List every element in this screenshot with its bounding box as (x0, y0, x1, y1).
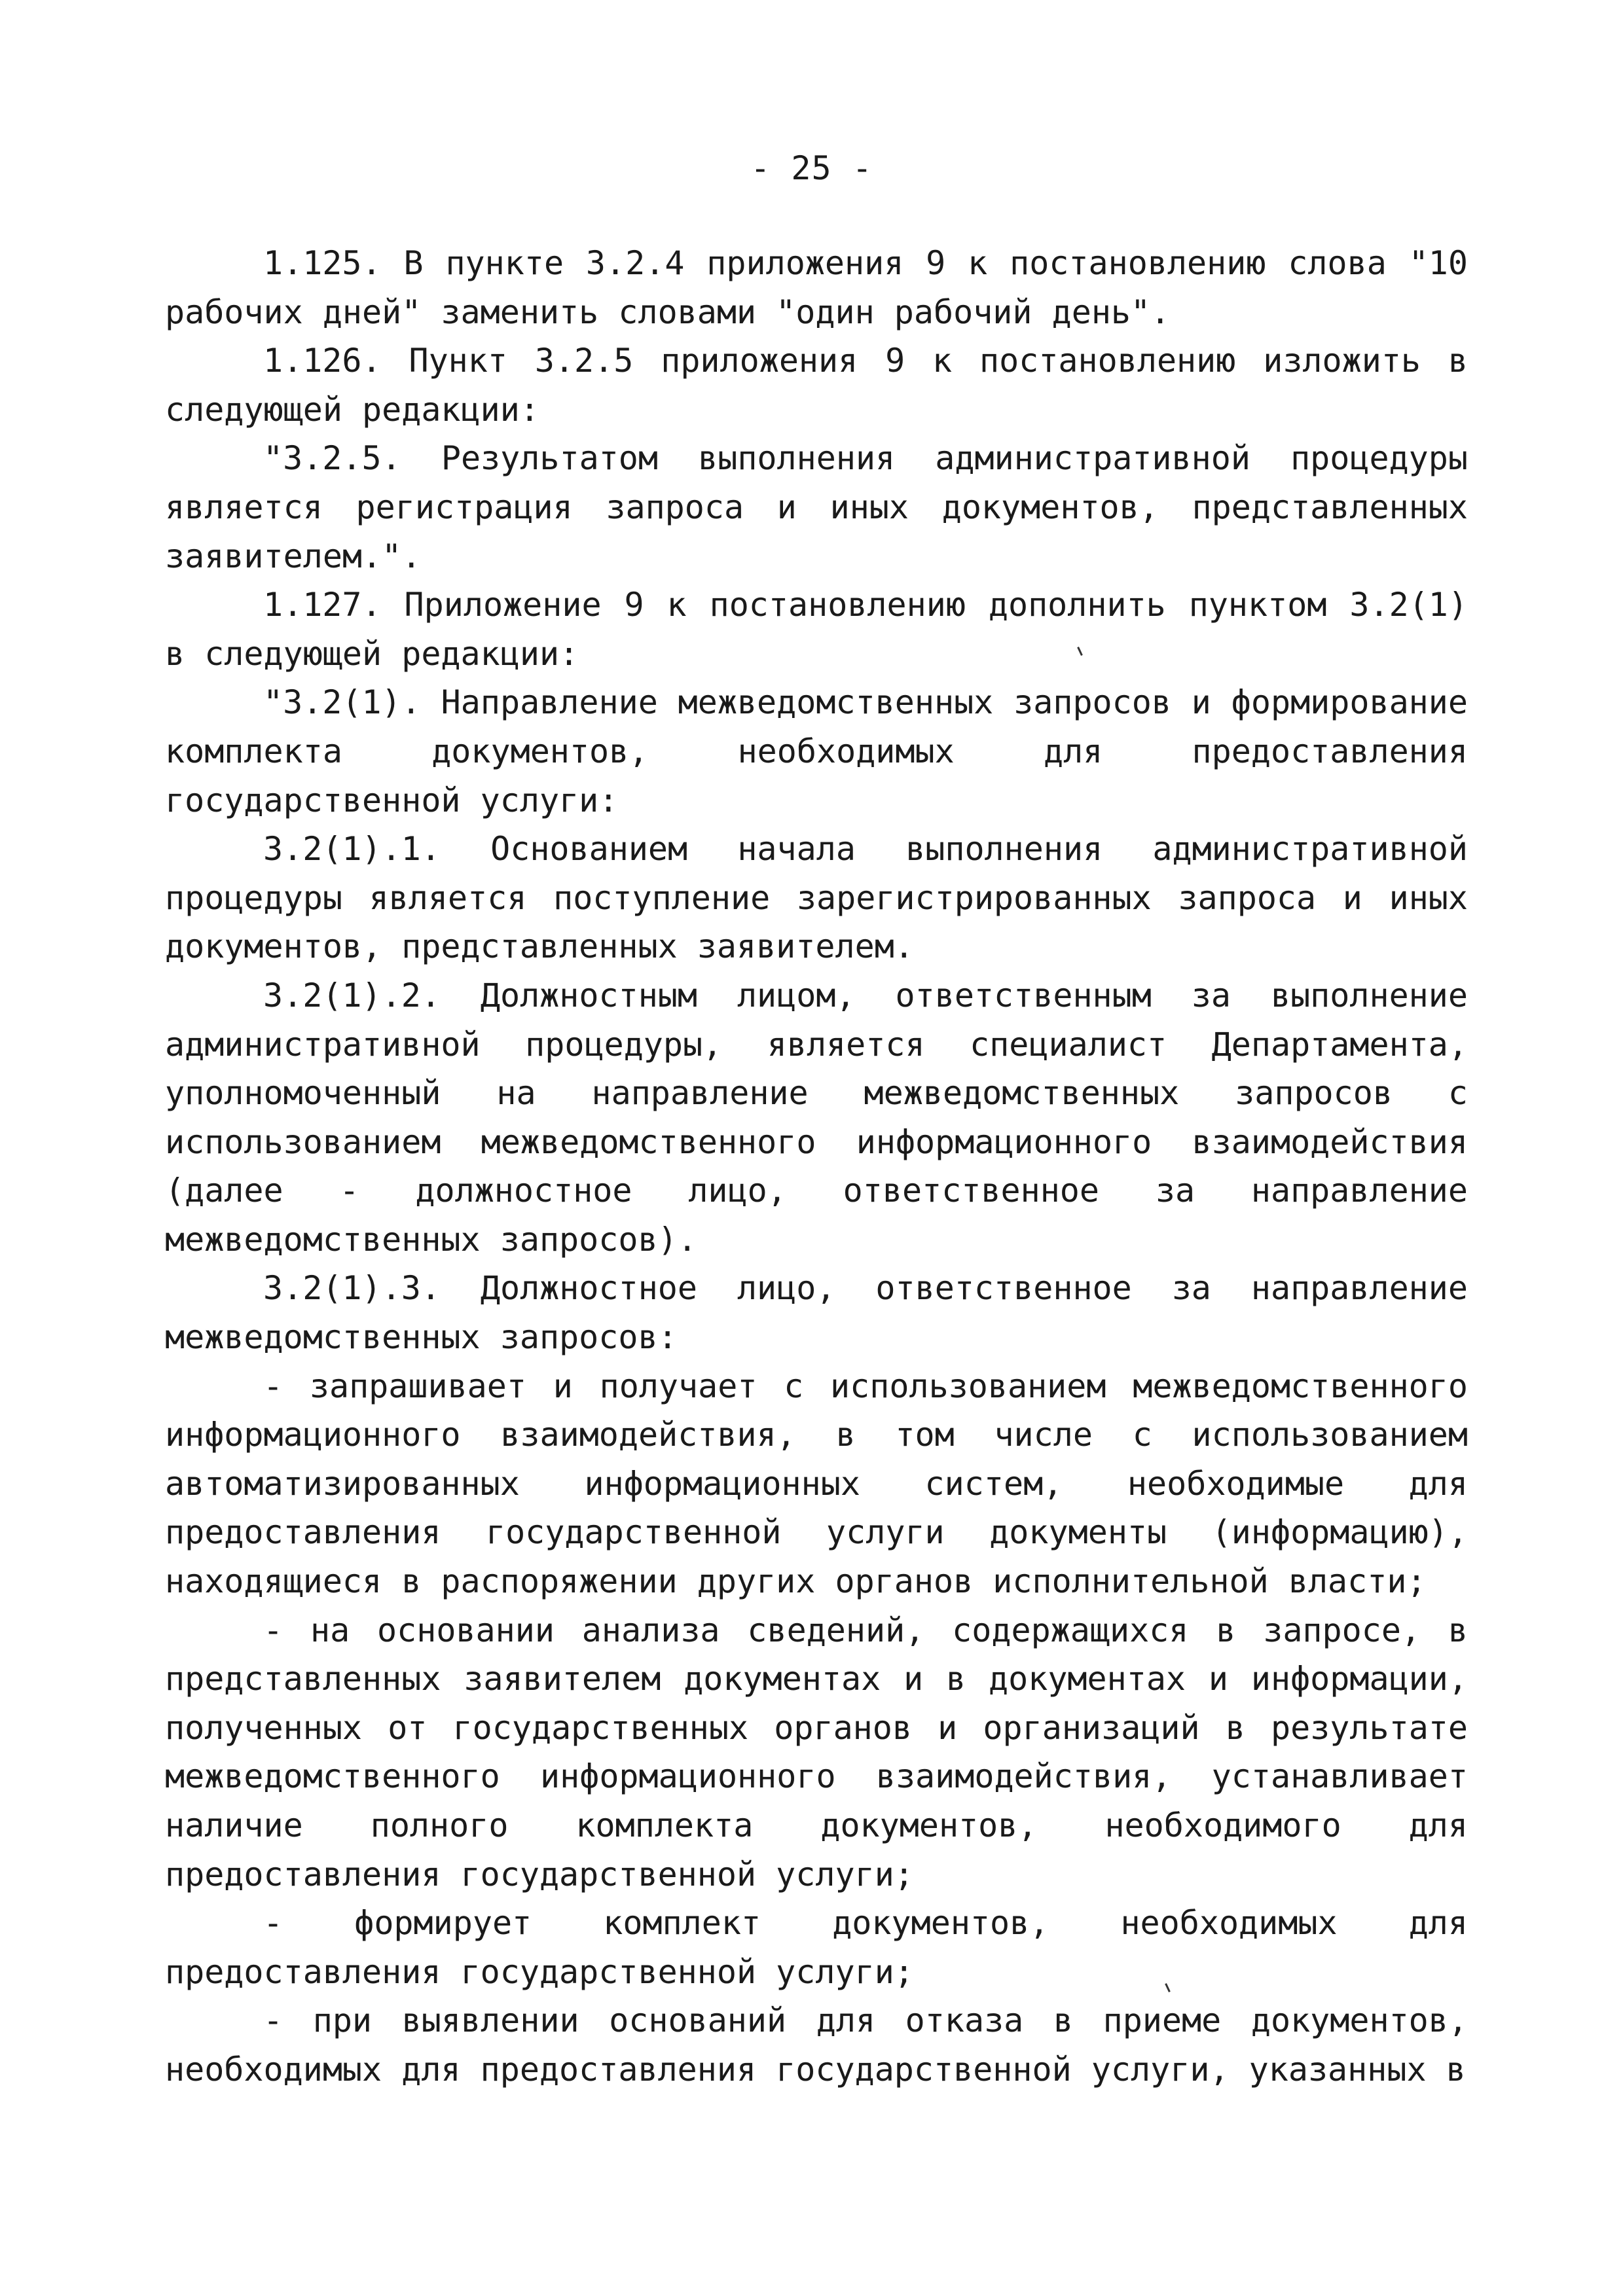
paragraph-3-2-1-2: 3.2(1).2. Должностным лицом, ответственным за выполнение административной процедуры, является специалист Департамента, уполномоченный на направление межведомственных запросов с использованием межведомственного информационного взаимодействия (далее - должностное лицо, ответственное за направление межведомственных запросов). (165, 976, 1468, 1259)
paragraph-1-126: 1.126. Пункт 3.2.5 приложения 9 к постановлению изложить в следующей редакции: (165, 342, 1468, 429)
paragraph-3-2-1-1: 3.2(1).1. Основанием начала выполнения административной процедуры является поступление зарегистрированных запроса и иных документов, представленных заявителем. (165, 830, 1468, 966)
list-item-refusal: - при выявлении оснований для отказа в приеме документов, необходимых для предоставления государственной услуги, указанных в (165, 2001, 1468, 2089)
paragraph-3-2-5-quote: "3.2.5. Результатом выполнения административной процедуры является регистрация запроса и иных документов, представленных заявителем.". (165, 439, 1468, 575)
paragraph-1-125: 1.125. В пункте 3.2.4 приложения 9 к постановлению слова "10 рабочих дней" заменить словами "один рабочий день". (165, 244, 1468, 331)
document-body (165, 239, 1468, 2094)
page-number: - 25 - (750, 149, 873, 187)
paragraph-3-2-1-heading: "3.2(1). Направление межведомственных запросов и формирование комплекта документов, необходимых для предоставления государственной услуги: (165, 683, 1468, 819)
list-item-forms-package: - формирует комплект документов, необходимых для предоставления государственной услуги; (165, 1904, 1468, 1991)
list-item-requests: - запрашивает и получает с использованием межведомственного информационного взаимодействия, в том числе с использованием автоматизированных информационных систем, необходимые для предоставления государственной услуги документы (информацию), находящиеся в распоряжении других органов исполнительной власти; (165, 1367, 1468, 1601)
paragraph-3-2-1-3: 3.2(1).3. Должностное лицо, ответственное за направление межведомственных запросов: (165, 1269, 1468, 1357)
list-item-analysis: - на основании анализа сведений, содержащихся в запросе, в представленных заявителем документах и в документах и информации, полученных от государственных органов и организаций в результате межведомственного информационного взаимодействия, устанавливает наличие полного комплекта документов, необходимого для предоставления государственной услуги; (165, 1611, 1468, 1893)
paragraph-1-127: 1.127. Приложение 9 к постановлению дополнить пунктом 3.2(1) в следующей редакции: (165, 586, 1468, 673)
